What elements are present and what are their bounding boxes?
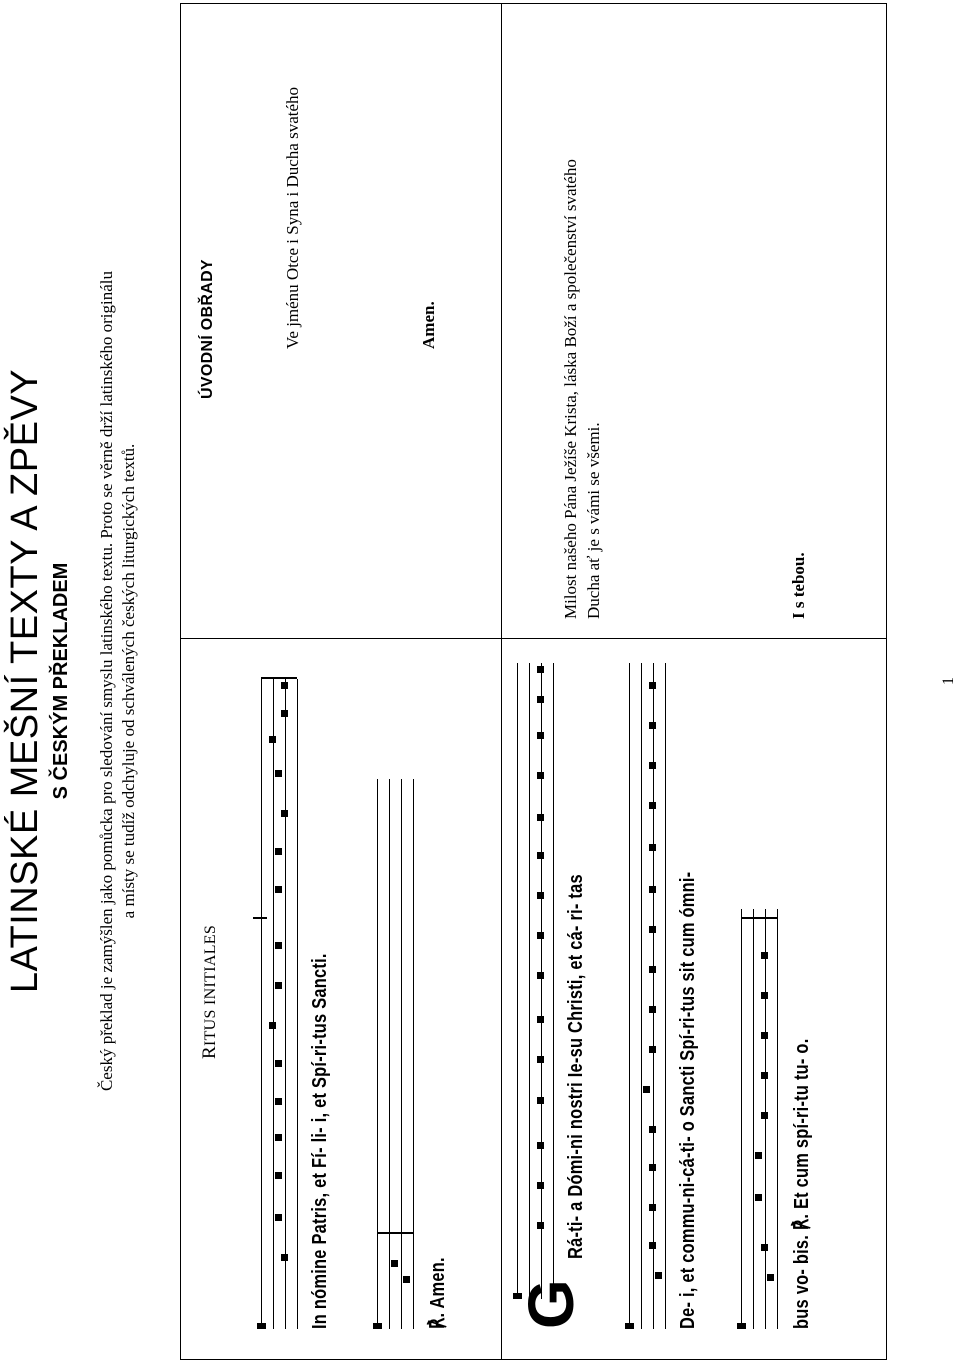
czech-response: I s tebou. <box>789 552 808 619</box>
latin-section-heading <box>199 925 221 1059</box>
czech-section-heading: ÚVODNÍ OBŘADY <box>199 259 216 399</box>
chant-staff-2b <box>629 663 665 1329</box>
chant-staff-1 <box>261 679 297 1329</box>
latin-section-heading-initial: R <box>199 1046 220 1059</box>
chant-staff-response <box>377 779 413 1329</box>
clef-icon <box>737 1323 746 1329</box>
chant-2-line-1: Rá-ti- a Dómi-ni nostri Ie-su Christi, et cá- ri- tas <box>565 874 587 1259</box>
column-divider <box>181 638 886 639</box>
page-number: 1 <box>940 677 957 685</box>
chant-2-initial: G <box>515 1279 587 1329</box>
clef-icon <box>625 1323 634 1329</box>
latin-section-heading-rest: ITUS INITIALES <box>202 924 219 1047</box>
chant-2-line-3: bus vo- bis. ℟. Et cum spí-ri-tu tu- o. <box>791 1038 813 1329</box>
intro-line-2: a místy se tudíž odchyluje od schválených českých liturgických textů. <box>119 443 138 919</box>
row-divider <box>501 4 502 1359</box>
clef-icon <box>257 1323 266 1329</box>
chant-staff-2a <box>517 663 553 1299</box>
clef-icon <box>373 1323 382 1329</box>
czech-amen: Amen. <box>419 301 438 349</box>
czech-sign-of-cross: Ve jménu Otce i Syna i Ducha svatého <box>283 86 302 349</box>
clef-icon <box>513 1293 522 1299</box>
intro-text <box>96 0 140 1362</box>
page-subtitle: S ČESKÝM PŘEKLADEM <box>50 562 72 800</box>
chant-1-lyrics: In nómine Patris, et Fí- li- i, et Spí-ri-tus Sancti. <box>309 953 331 1329</box>
chant-2-line-2: De- i, et commu-ni-cá-ti- o Sancti Spí-ri-tus sit cum ómni- <box>677 871 699 1329</box>
czech-greeting-line-2: Ducha ať je s vámi se všemi. <box>584 422 603 619</box>
page-title: LATINSKÉ MEŠNÍ TEXTY A ZPĚVY <box>4 368 46 994</box>
chant-staff-2c <box>741 909 777 1329</box>
intro-line-1: Český překlad je zamýšlen jako pomůcka pro sledování smyslu latinského textu. Proto se věrně drží latinského originálu <box>97 270 116 1092</box>
chant-response: ℟. Amen. <box>427 1257 449 1329</box>
parallel-text-table <box>180 3 887 1360</box>
czech-greeting <box>559 159 605 619</box>
czech-greeting-line-1: Milost našeho Pána Ježíše Krista, láska Boží a společenství svatého <box>561 159 580 619</box>
